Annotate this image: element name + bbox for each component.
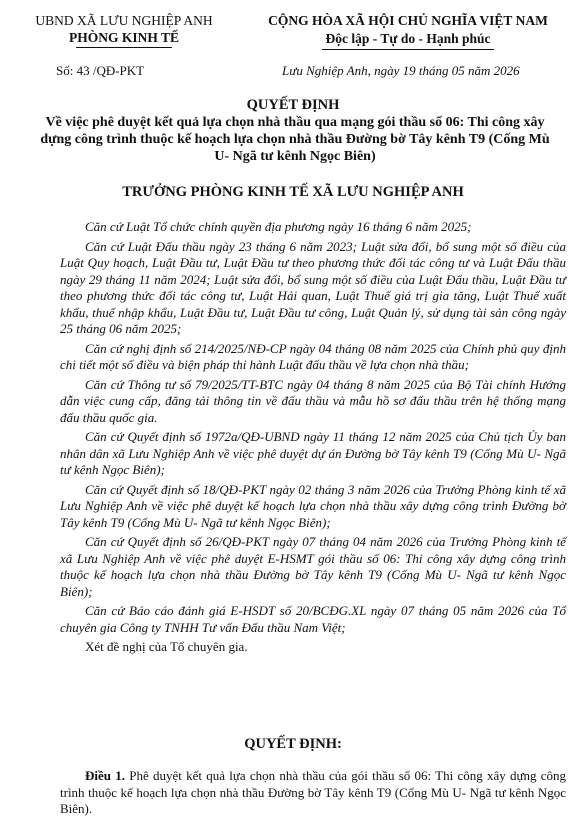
- legal-basis: Căn cứ Quyết định số 18/QĐ-PKT ngày 02 tháng 3 năm 2026 của Trưởng Phòng kinh tế xã Lưu Nghiệp Anh về việc phê duyệt kế hoạch lựa chọn nhà thầu xây dựng công trình Đường bờ Tây kênh T9 (Cống Mù U- Ngã tư kênh Ngọc Biên);: [60, 481, 566, 530]
- legal-basis: Căn cứ Báo cáo đánh giá E-HSDT số 20/BCĐG.XL ngày 07 tháng 05 năm 2026 của Tổ chuyên gia Công ty TNHH Tư vấn Đấu thầu Nam Việt;: [60, 603, 566, 635]
- legal-basis: Căn cứ Luật Đấu thầu ngày 23 tháng 6 năm 2023; Luật sửa đổi, bổ sung một số điều của Luật Quy hoạch, Luật Đầu tư, Luật Đầu tư theo phương thức đối tác công tư và Luật Đấu thầu ngày 29 tháng 11 năm 2024; Luật sửa đổi, bổ sung một số điều của Luật Đấu thầu, Luật Đầu tư theo phương thức đối tác công tư, Luật Hải quan, Luật Thuế giá trị gia tăng, Luật Thuế xuất khẩu, thuế nhập khẩu, Luật Đầu tư, Luật Đầu tư công, Luật Quản lý, sử dụng tài sản công ngày 25 tháng 06 năm 2025;: [60, 238, 566, 336]
- legal-basis: Căn cứ Luật Tổ chức chính quyền địa phương ngày 16 tháng 6 năm 2025;: [85, 219, 472, 234]
- legal-basis: Căn cứ Thông tư số 79/2025/TT-BTC ngày 04 tháng 8 năm 2025 của Bộ Tài chính Hướng dẫn việc cung cấp, đăng tải thông tin về đấu thầu và mẫu hồ sơ đấu thầu trên hệ thống mạng đấu thầu quốc gia.: [60, 376, 566, 425]
- nation-name: CỘNG HÒA XÃ HỘI CHỦ NGHĨA VIỆT NAM: [268, 13, 548, 28]
- agency-parent-name: UBND XÃ LƯU NGHIỆP ANH: [35, 13, 213, 28]
- issuing-authority: TRƯỞNG PHÒNG KINH TẾ XÃ LƯU NGHIỆP ANH: [122, 184, 464, 200]
- proposal-line: Xét đề nghị của Tổ chuyên gia.: [85, 639, 248, 654]
- place-and-date: Lưu Nghiệp Anh, ngày 19 tháng 05 năm 2026: [282, 63, 520, 78]
- decision-heading: QUYẾT ĐỊNH:: [244, 736, 342, 752]
- legal-bases: [60, 219, 566, 659]
- legal-basis: Căn cứ nghị định số 214/2025/NĐ-CP ngày 04 tháng 08 năm 2025 của Chính phủ quy định chi tiết một số điều và biện pháp thi hành Luật đấu thầu về lựa chọn nhà thầu;: [60, 340, 566, 372]
- agency-name: PHÒNG KINH TẾ: [68, 30, 180, 45]
- document-title: QUYẾT ĐỊNH: [246, 97, 340, 113]
- article-1-text: Phê duyệt kết quả lựa chọn nhà thầu của gói thầu số 06: Thi công xây dựng công trình thuộc kế hoạch lựa chọn nhà thầu Đường bờ Tây kênh T9 (Cống Mù U- Ngã tư kênh Ngọc Biên).: [60, 768, 567, 816]
- article-1-label: Điều 1.: [85, 768, 125, 783]
- document-number: Số: 43 /QĐ-PKT: [56, 63, 145, 78]
- motto-underline: [322, 49, 494, 50]
- article-1: [60, 768, 566, 818]
- national-motto-block: [238, 12, 578, 50]
- legal-basis: Căn cứ Quyết định số 26/QĐ-PKT ngày 07 tháng 04 năm 2026 của Trưởng Phòng kinh tế xã Lưu Nghiệp Anh về việc phê duyệt E-HSMT gói thầu số 06: Thi công xây dựng công trình thuộc kế hoạch lựa chọn nhà thầu Đường bờ Tây kênh T9 (Cống Mù U- Ngã tư kênh Ngọc Biên);: [60, 534, 566, 599]
- issuing-agency-block: [14, 12, 234, 48]
- motto: Độc lập - Tự do - Hạnh phúc: [325, 31, 491, 46]
- legal-basis: Căn cứ Quyết định số 1972a/QĐ-UBND ngày 11 tháng 12 năm 2025 của Chủ tịch Ủy ban nhân dân xã Lưu Nghiệp Anh về việc phê duyệt dự án Đường bờ Tây kênh T9 (Cống Mù U- Ngã tư kênh Ngọc Biên);: [60, 429, 566, 477]
- document-subject: Về việc phê duyệt kết quả lựa chọn nhà thầu qua mạng gói thầu số 06: Thi công xây dựng công trình thuộc kế hoạch lựa chọn nhà thầu Đường bờ Tây kênh T9 (Cống Mù U- Ngã tư kênh Ngọc Biên): [40, 115, 550, 164]
- agency-underline: [76, 47, 172, 48]
